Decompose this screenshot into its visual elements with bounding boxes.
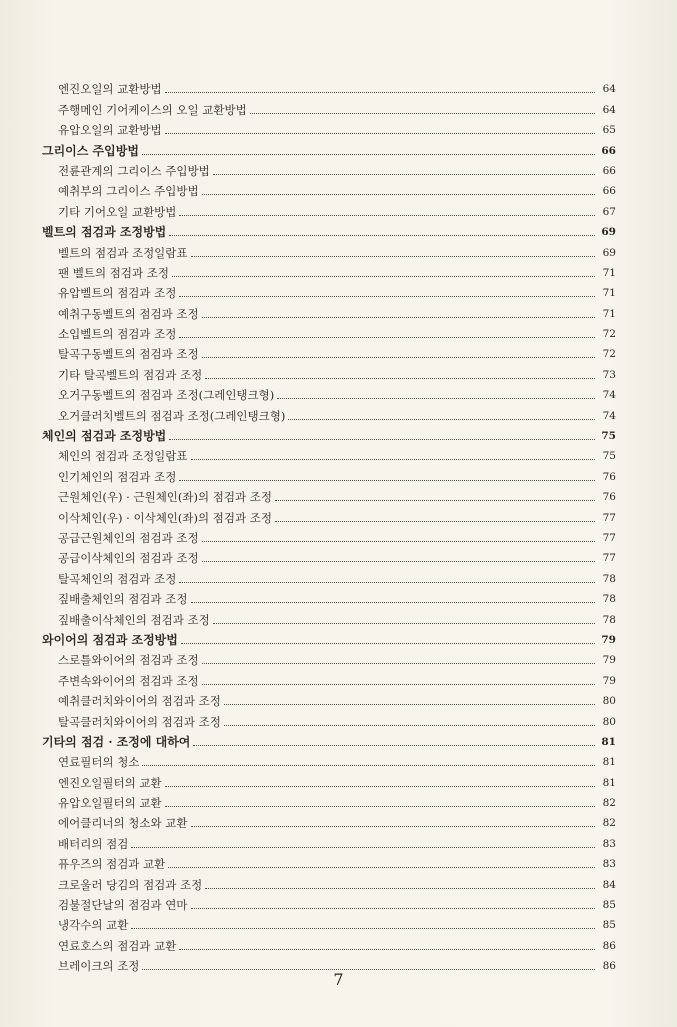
toc-entry-title: 브레이크의 조정 xyxy=(58,959,140,974)
dot-leader xyxy=(202,662,595,664)
toc-entry xyxy=(40,239,616,259)
toc-entry xyxy=(40,76,616,96)
toc-entry xyxy=(40,565,616,585)
toc-entry-page: 77 xyxy=(602,552,616,565)
toc-entry-title: 체인의 점검과 조정방법 xyxy=(42,429,167,444)
toc-entry xyxy=(40,769,616,789)
dot-leader xyxy=(275,520,595,522)
toc-entry-title: 유압벨트의 점검과 조정 xyxy=(58,286,177,301)
toc-entry-page: 85 xyxy=(602,899,616,912)
dot-leader xyxy=(250,112,595,114)
toc-entry-page: 74 xyxy=(602,409,616,422)
toc-entry xyxy=(40,280,616,300)
toc-entry-page: 73 xyxy=(602,368,616,381)
toc-entry-title: 와이어의 점검과 조정방법 xyxy=(42,632,178,647)
dot-leader xyxy=(131,927,595,929)
toc-entry-page: 69 xyxy=(601,226,616,239)
toc-entry-title: 연료호스의 점검과 교환 xyxy=(58,938,177,953)
dot-leader xyxy=(277,397,595,399)
toc-entry xyxy=(40,260,616,280)
toc-section-heading xyxy=(40,219,616,239)
dot-leader xyxy=(191,907,595,909)
dot-leader xyxy=(179,479,595,481)
toc-entry-page: 80 xyxy=(602,715,616,728)
dot-leader xyxy=(165,805,595,807)
toc-entry-page: 74 xyxy=(602,389,616,402)
dot-leader xyxy=(191,458,595,460)
toc-entry-page: 82 xyxy=(602,797,616,810)
dot-leader xyxy=(205,377,595,379)
toc-entry-title: 크로울러 당김의 점검과 조정 xyxy=(58,877,203,892)
toc-entry-page: 69 xyxy=(602,246,616,259)
toc-entry-title: 벨트의 점검과 조정일람표 xyxy=(58,245,188,260)
toc-entry-page: 79 xyxy=(601,633,616,646)
toc-entry-title: 기타 탈곡벨트의 점검과 조정 xyxy=(58,367,203,382)
toc-entry-title: 짚배출이삭체인의 점검과 조정 xyxy=(58,612,210,627)
page-number: 7 xyxy=(333,970,344,989)
dot-leader xyxy=(142,153,595,155)
toc-entry-page: 65 xyxy=(602,124,616,137)
dot-leader xyxy=(191,255,595,257)
toc-entry-title: 벨트의 점검과 조정방법 xyxy=(42,225,167,240)
toc-entry-page: 66 xyxy=(602,164,616,177)
toc-entry xyxy=(40,647,616,667)
dot-leader xyxy=(179,295,595,297)
toc-entry xyxy=(40,443,616,463)
toc-entry-title: 주변속와이어의 점검과 조정 xyxy=(58,673,199,688)
toc-entry-page: 72 xyxy=(602,328,616,341)
toc-entry-page: 77 xyxy=(602,531,616,544)
toc-entry xyxy=(40,321,616,341)
toc-entry-page: 75 xyxy=(601,430,616,443)
toc-entry-page: 78 xyxy=(602,572,616,585)
toc-entry xyxy=(40,851,616,871)
toc-entry-title: 배터리의 점검 xyxy=(58,836,129,851)
toc-entry-page: 72 xyxy=(602,348,616,361)
toc-entry xyxy=(40,341,616,361)
toc-entry xyxy=(40,178,616,198)
toc-entry-page: 86 xyxy=(602,960,616,973)
dot-leader xyxy=(224,724,595,726)
toc-entry-title: 연료필터의 청소 xyxy=(58,755,140,770)
toc-entry-title: 전륜관계의 그리이스 주입방법 xyxy=(58,163,210,178)
toc-entry-title: 예취클러치와이어의 점검과 조정 xyxy=(58,694,221,709)
toc-entry xyxy=(40,810,616,830)
dot-leader xyxy=(169,234,595,236)
toc-entry xyxy=(40,586,616,606)
dot-leader xyxy=(179,581,595,583)
toc-entry xyxy=(40,158,616,178)
toc-section-heading xyxy=(40,627,616,647)
toc-entry-page: 71 xyxy=(602,307,616,320)
toc-entry-page: 66 xyxy=(602,185,616,198)
dot-leader xyxy=(202,356,595,358)
toc-entry xyxy=(40,708,616,728)
toc-entry xyxy=(40,545,616,565)
toc-entry-page: 81 xyxy=(602,756,616,769)
toc-entry-page: 76 xyxy=(602,470,616,483)
toc-entry xyxy=(40,361,616,381)
dot-leader xyxy=(205,887,595,889)
dot-leader xyxy=(131,846,595,848)
dot-leader xyxy=(213,622,595,624)
dot-leader xyxy=(288,418,595,420)
toc-entry-title: 공급근원체인의 점검과 조정 xyxy=(58,530,199,545)
dot-leader xyxy=(202,540,595,542)
toc-entry-page: 67 xyxy=(602,205,616,218)
toc-section-heading xyxy=(40,729,616,749)
toc-entry xyxy=(40,504,616,524)
toc-entry-title: 소입벨트의 점검과 조정 xyxy=(58,327,177,342)
toc-entry-page: 83 xyxy=(602,837,616,850)
toc-entry-title: 탈곡클러치와이어의 점검과 조정 xyxy=(58,714,221,729)
toc-entry-title: 에어클리너의 청소와 교환 xyxy=(58,816,188,831)
dot-leader xyxy=(224,703,595,705)
toc-entry-page: 82 xyxy=(602,817,616,830)
dot-leader xyxy=(202,193,595,195)
dot-leader xyxy=(165,91,595,93)
toc-entry-page: 79 xyxy=(602,654,616,667)
dot-leader xyxy=(191,601,595,603)
table-of-contents xyxy=(40,76,616,973)
toc-entry-title: 오거구동벨트의 점검과 조정(그레인탱크형) xyxy=(58,388,275,403)
dot-leader xyxy=(172,275,595,277)
toc-entry xyxy=(40,871,616,891)
toc-entry xyxy=(40,484,616,504)
toc-entry-title: 유압오일필터의 교환 xyxy=(58,796,162,811)
toc-entry-title: 퓨우즈의 점검과 교환 xyxy=(58,857,166,872)
toc-entry xyxy=(40,892,616,912)
toc-entry-page: 64 xyxy=(602,83,616,96)
toc-entry-page: 85 xyxy=(602,919,616,932)
toc-section-heading xyxy=(40,423,616,443)
dot-leader xyxy=(213,173,595,175)
toc-entry-title: 탈곡체인의 점검과 조정 xyxy=(58,571,177,586)
toc-entry-title: 이삭체인(우) · 이삭체인(좌)의 점검과 조정 xyxy=(58,510,272,525)
toc-entry-title: 인기체인의 점검과 조정 xyxy=(58,469,177,484)
toc-entry xyxy=(40,606,616,626)
toc-entry xyxy=(40,790,616,810)
dot-leader xyxy=(191,825,595,827)
toc-entry-title: 기타의 점검 · 조정에 대하여 xyxy=(42,734,191,749)
toc-entry-title: 짚배출체인의 점검과 조정 xyxy=(58,592,188,607)
dot-leader xyxy=(168,866,595,868)
dot-leader xyxy=(179,214,595,216)
toc-entry xyxy=(40,688,616,708)
toc-entry xyxy=(40,300,616,320)
toc-entry-title: 기타 기어오일 교환방법 xyxy=(58,204,177,219)
toc-entry xyxy=(40,117,616,137)
toc-entry-title: 체인의 점검과 조정일람표 xyxy=(58,449,188,464)
toc-entry-page: 78 xyxy=(602,593,616,606)
dot-leader xyxy=(275,499,595,501)
dot-leader xyxy=(202,683,595,685)
dot-leader xyxy=(142,764,595,766)
toc-entry-title: 예취부의 그리이스 주입방법 xyxy=(58,184,199,199)
toc-entry-page: 79 xyxy=(602,674,616,687)
toc-entry-title: 팬 벨트의 점검과 조정 xyxy=(58,265,169,280)
toc-entry-page: 84 xyxy=(602,878,616,891)
toc-entry xyxy=(40,830,616,850)
toc-entry-page: 81 xyxy=(602,776,616,789)
toc-entry-title: 유압오일의 교환방법 xyxy=(58,123,162,138)
toc-entry xyxy=(40,912,616,932)
dot-leader xyxy=(169,438,595,440)
toc-entry-page: 64 xyxy=(602,103,616,116)
toc-entry-page: 78 xyxy=(602,613,616,626)
toc-entry-title: 그리이스 주입방법 xyxy=(42,143,139,158)
toc-entry-title: 스로틀와이어의 점검과 조정 xyxy=(58,653,199,668)
dot-leader xyxy=(165,132,595,134)
toc-entry-page: 71 xyxy=(602,287,616,300)
toc-entry-page: 86 xyxy=(602,939,616,952)
toc-entry-title: 냉각수의 교환 xyxy=(58,918,129,933)
toc-entry-title: 엔진오일필터의 교환 xyxy=(58,775,162,790)
toc-entry-page: 77 xyxy=(602,511,616,524)
dot-leader xyxy=(165,785,595,787)
dot-leader xyxy=(202,560,595,562)
toc-entry-page: 83 xyxy=(602,858,616,871)
toc-entry xyxy=(40,198,616,218)
toc-entry-title: 탈곡구동벨트의 점검과 조정 xyxy=(58,347,199,362)
toc-entry xyxy=(40,463,616,483)
dot-leader xyxy=(193,744,595,746)
toc-entry-title: 엔진오일의 교환방법 xyxy=(58,82,162,97)
toc-entry xyxy=(40,96,616,116)
toc-entry-title: 공급이삭체인의 점검과 조정 xyxy=(58,551,199,566)
toc-entry-title: 근원체인(우) · 근원체인(좌)의 점검과 조정 xyxy=(58,490,272,505)
toc-entry xyxy=(40,402,616,422)
toc-entry xyxy=(40,382,616,402)
toc-entry-title: 주행메인 기어케이스의 오일 교환방법 xyxy=(58,102,247,117)
toc-entry xyxy=(40,667,616,687)
toc-entry xyxy=(40,525,616,545)
toc-entry-page: 75 xyxy=(602,450,616,463)
dot-leader xyxy=(202,316,595,318)
toc-entry xyxy=(40,749,616,769)
dot-leader xyxy=(181,642,595,644)
toc-entry-page: 76 xyxy=(602,491,616,504)
dot-leader xyxy=(179,948,595,950)
toc-entry-title: 예취구동벨트의 점검과 조정 xyxy=(58,306,199,321)
toc-entry-page: 81 xyxy=(601,735,616,748)
toc-entry-title: 오거클러치벨트의 점검과 조정(그레인탱크형) xyxy=(58,408,286,423)
toc-entry-page: 80 xyxy=(602,695,616,708)
toc-entry-page: 66 xyxy=(601,144,616,157)
toc-section-heading xyxy=(40,137,616,157)
toc-entry-page: 71 xyxy=(602,266,616,279)
dot-leader xyxy=(179,336,595,338)
toc-entry xyxy=(40,932,616,952)
toc-entry-title: 검불절단날의 점검과 연마 xyxy=(58,898,188,913)
